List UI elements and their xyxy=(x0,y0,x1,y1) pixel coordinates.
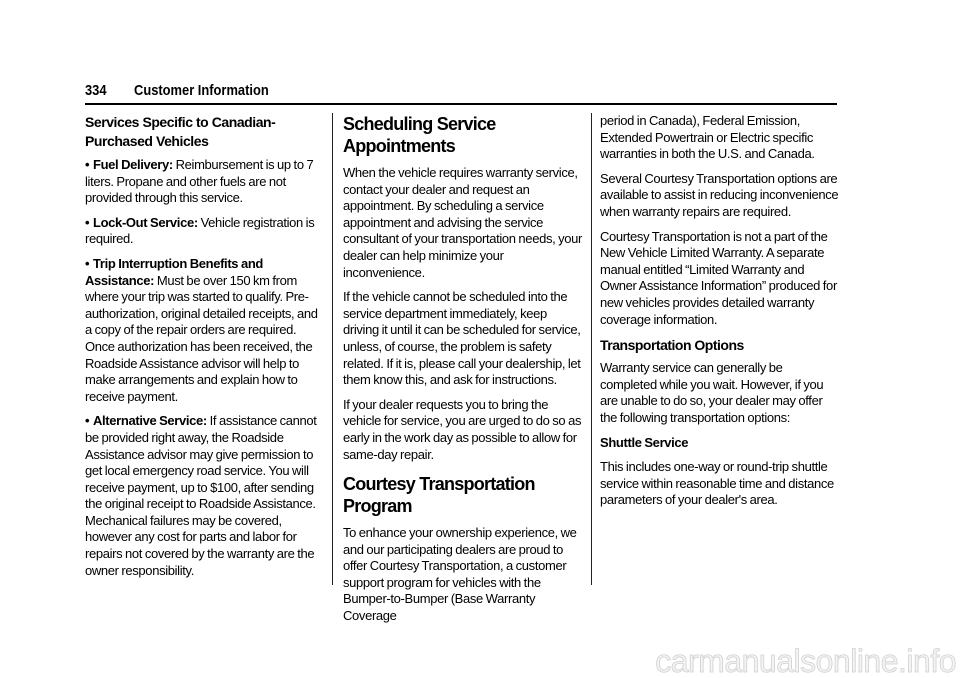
bullet-dot-icon: • xyxy=(85,255,90,271)
bullet-term: Lock-Out Service: xyxy=(93,214,198,230)
bullet-alternative-service xyxy=(85,413,325,579)
column-2 xyxy=(343,113,583,633)
bullet-term: Fuel Delivery: xyxy=(93,157,173,172)
bullet-text: If assistance cannot be provided right away, the Roadside Assistance advisor may give permission to get local emergency road service. You will receive payment, up to $100, after sending the original receipt to Roadside Assistance. Mechanical failures may be covered, however any cost for parts and labor for repairs not covered by the warranty are the owner responsibility. xyxy=(85,413,317,578)
bullet-term: Alternative Service: xyxy=(93,413,207,429)
bullet-lock-out xyxy=(85,215,325,248)
watermark-text: carmanualsonline.info xyxy=(655,643,956,678)
section-heading-scheduling: Scheduling Service Appointments xyxy=(343,114,496,156)
bullet-text: Vehicle registration is required. xyxy=(85,214,315,247)
section-heading-courtesy-transportation: Courtesy Transportation Program xyxy=(343,474,535,517)
section-heading-canadian-services: Services Specific to Canadian-Purchased Vehicles xyxy=(85,114,276,149)
subsection-heading-transportation-options: Transportation Options xyxy=(600,337,744,354)
bullet-term: Trip Interruption Benefits and Assistance: xyxy=(85,255,264,288)
column-divider-right xyxy=(591,113,592,585)
column-divider-left xyxy=(332,113,333,250)
header-title: Customer Information xyxy=(134,82,269,99)
paragraph: Several Courtesy Transportation options are available to assist in reducing inconvenience when warranty repairs are required. xyxy=(600,170,839,219)
bullet-dot-icon: • xyxy=(85,413,90,429)
paragraph: period in Canada), Federal Emission, Extended Powertrain or Electric specific warranties in both the U.S. and Canada. xyxy=(600,113,815,162)
bullet-dot-icon: • xyxy=(85,157,90,172)
bullet-dot-icon: • xyxy=(85,214,90,230)
page-header xyxy=(85,82,837,99)
bullet-trip-interruption xyxy=(85,256,325,405)
page-number: 334 xyxy=(85,82,107,99)
paragraph: Warranty service can generally be completed while you wait. However, if you are unable to do so, your dealer may offer the following transportation options: xyxy=(600,360,824,425)
bullet-text: Reimbursement is up to 7 liters. Propane and other fuels are not provided through this service. xyxy=(85,157,314,206)
bullet-fuel-delivery xyxy=(85,157,325,207)
paragraph: To enhance your ownership experience, we and our participating dealers are proud to offer Courtesy Transportation, a customer support program for vehicles with the Bumper-to-Bumper (Base Warranty Coverage xyxy=(343,525,577,624)
paragraph: If your dealer requests you to bring the vehicle for service, you are urged to do so as early in the work day as possible to allow for same-day repair. xyxy=(343,396,582,462)
paragraph: If the vehicle cannot be scheduled into the service department immediately, keep driving it until it can be scheduled for service, unless, of course, the problem is safety related. If it is, please call your dealership, let them know this, and ask for instructions. xyxy=(343,289,581,388)
column-3 xyxy=(600,113,840,517)
column-1 xyxy=(85,113,325,587)
column-divider-left-lower xyxy=(332,250,333,585)
paragraph: This includes one-way or round-trip shuttle service within reasonable time and distance parameters of your dealer's area. xyxy=(600,459,834,508)
paragraph: When the vehicle requires warranty service, contact your dealer and request an appointment. By scheduling a service appointment and advising the service consultant of your transportation needs, your dealer can help minimize your inconvenience. xyxy=(343,165,583,280)
shuttle-service-label: Shuttle Service xyxy=(600,434,689,450)
paragraph: Courtesy Transportation is not a part of the New Vehicle Limited Warranty. A separate manual entitled “Limited Warranty and Owner Assistance Information” produced for new vehicles provides detailed warranty coverage information. xyxy=(600,228,837,327)
header-rule xyxy=(85,103,837,105)
bullet-text: Must be over 150 km from where your trip was started to qualify. Pre-authorization, original detailed receipts, and a copy of the repair orders are required. Once authorization has been received, the Roadside Assistance advisor will help to make arrangements and explain how to receive payment. xyxy=(85,272,318,404)
